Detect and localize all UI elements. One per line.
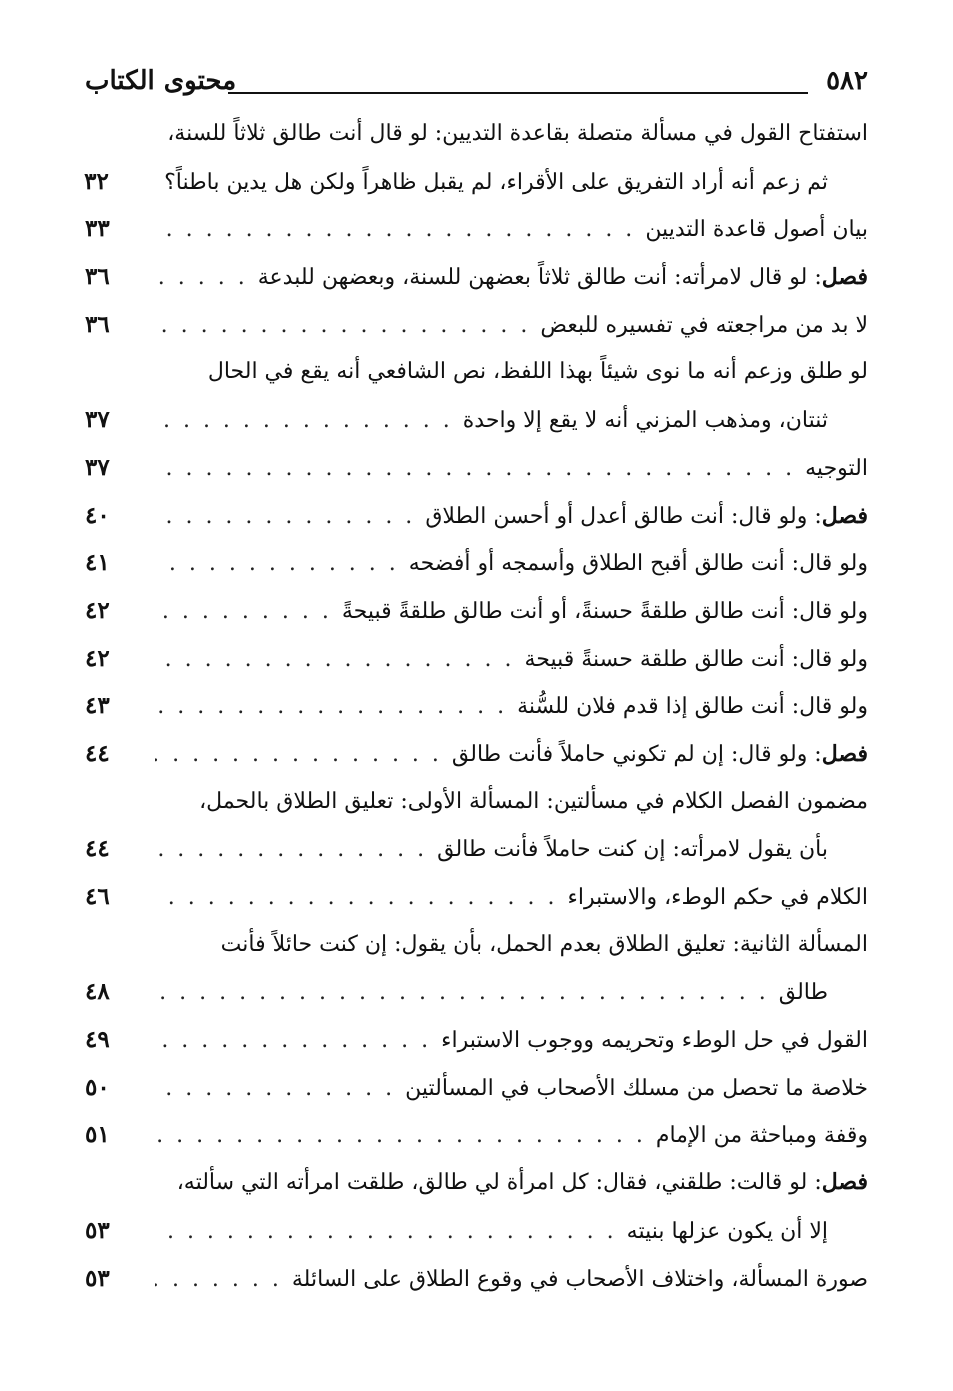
toc-entry (85, 539, 868, 587)
entry-text: ولو قال: أنت طالق أقبح الطلاق وأسمجه أو أفضحه (408, 551, 868, 577)
entry-text (177, 1159, 868, 1207)
toc-entry (85, 205, 868, 253)
toc-entry (85, 444, 868, 492)
dot-leader (155, 636, 514, 684)
dot-leader (155, 731, 442, 779)
entry-text (425, 493, 868, 541)
toc-entry (85, 778, 868, 826)
dot-leader (155, 493, 415, 541)
entry-text-body: : لو قال لامرأته: أنت طالق ثلاثاً بعضهن للسنة، وبعضهن للبدعة (257, 265, 822, 291)
dot-leader (155, 1017, 431, 1065)
entry-page-number: ٣٣ (85, 215, 110, 243)
entry-text: بأن يقول لامرأته: إن كنت حاملاً فأنت طالق (437, 837, 828, 863)
entry-text (452, 731, 868, 779)
dot-leader (155, 110, 157, 158)
dot-leader (155, 826, 427, 874)
toc-entry (85, 1255, 868, 1303)
toc-entry (85, 587, 868, 635)
entry-page-number: ٣٧ (85, 406, 110, 434)
entry-page-number: ٥١ (85, 1121, 110, 1149)
page-header (85, 62, 868, 98)
entry-text: إلا أن يكون عزلها بنيته (626, 1218, 828, 1244)
entry-text: ثم زعم أنه أراد التفريق على الأقراء، لم يقبل ظاهراً ولكن هل يدين باطناً؟ (164, 169, 828, 195)
entry-text: صورة المسألة، واختلاف الأصحاب في وقوع الطلاق على السائلة (291, 1266, 868, 1292)
entry-text: لا بد من مراجعته في تفسيره للبعض (540, 312, 868, 338)
toc-page (85, 62, 868, 1302)
entry-text: بيان أصول قاعدة التديين (645, 217, 868, 243)
entry-page-number: ٥٣ (85, 1216, 110, 1244)
entry-text-body: : لو قالت: طلقني، فقال: كل امرأة لي طالق، طلقت امرأته التي سألته، (176, 1170, 822, 1196)
dot-leader (155, 874, 558, 922)
toc-entry (85, 110, 868, 158)
toc-entry (85, 1064, 868, 1112)
dot-leader (155, 969, 769, 1017)
table-of-contents (85, 110, 868, 1302)
dot-leader (155, 206, 635, 254)
entry-page-number: ٥٠ (85, 1073, 110, 1101)
entry-page-number: ٤٨ (85, 978, 110, 1006)
dot-leader (155, 1208, 617, 1256)
entry-page-number: ٥٣ (85, 1264, 110, 1292)
toc-entry (85, 348, 868, 396)
entry-page-number: ٣٦ (85, 310, 110, 338)
entry-page-number: ٤٤ (85, 739, 110, 767)
dot-leader (155, 302, 530, 350)
toc-entry (85, 1207, 868, 1255)
toc-entry (85, 1111, 868, 1159)
dot-leader (155, 540, 399, 588)
entry-page-number: ٤٠ (85, 501, 110, 529)
entry-page-number: ٣٦ (85, 263, 110, 291)
toc-entry (85, 921, 868, 969)
entry-text: مضمون الفصل الكلام في مسألتين: المسألة الأولى: تعليق الطلاق بالحمل، (199, 788, 868, 814)
entry-text-body: : ولو قال: إن لم تكوني حاملاً فأنت طالق (451, 741, 822, 767)
section-label: فصل (821, 740, 868, 767)
toc-entry (85, 635, 868, 683)
toc-entry (85, 158, 868, 206)
entry-text: ثنتان، ومذهب المزني أنه لا يقع إلا واحدة (462, 408, 828, 434)
book-title: محتوى الكتاب (85, 66, 237, 96)
dot-leader (155, 254, 248, 302)
toc-entry (85, 730, 868, 778)
header-rule (228, 92, 808, 94)
dot-leader (155, 683, 507, 731)
entry-text: ولو قال: أنت طالق إذا قدم فلان للسُّنة (517, 694, 868, 720)
toc-entry (85, 873, 868, 921)
entry-page-number: ٤٤ (85, 835, 110, 863)
entry-text-body: : ولو قال: أنت طالق أعدل أو أحسن الطلاق (425, 503, 822, 529)
entry-text: ولو قال: أنت طالق طلقةً حسنةً، أو أنت طالق طلقةً قبيحةً (341, 598, 868, 624)
entry-page-number: ٤٢ (85, 644, 110, 672)
section-label: فصل (821, 502, 868, 529)
entry-page-number: ٤١ (85, 549, 110, 577)
entry-text: المسألة الثانية: تعليق الطلاق بعدم الحمل، بأن يقول: إن كنت حائلاً فأنت (220, 931, 868, 957)
toc-entry (85, 825, 868, 873)
toc-entry (85, 253, 868, 301)
entry-text: خلاصة ما تحصل من مسلك الأصحاب في المسألتين (405, 1075, 868, 1101)
entry-page-number: ٤٣ (85, 692, 110, 720)
entry-text: التوجيه (805, 455, 868, 481)
toc-entry (85, 301, 868, 349)
dot-leader (155, 445, 795, 493)
entry-page-number: ٣٢ (84, 167, 109, 195)
dot-leader (155, 397, 453, 445)
section-label: فصل (821, 264, 868, 291)
entry-page-number: ٤٩ (85, 1026, 110, 1054)
toc-entry (85, 492, 868, 540)
dot-leader (155, 1256, 282, 1304)
entry-text: الكلام في حكم الوطء، والاستبراء (567, 885, 868, 910)
page-number: ٥٨٢ (826, 66, 868, 96)
entry-text: لو طلق وزعم أنه ما نوى شيئاً بهذا اللفظ، نص الشافعي أنه يقع في الحال (207, 359, 868, 385)
entry-page-number: ٤٢ (85, 596, 110, 624)
entry-text: القول في حل الوطء وتحريمه ووجوب الاستبراء (441, 1028, 868, 1054)
section-label: فصل (821, 1169, 868, 1196)
entry-text: وقفة ومباحثة من الإمام (655, 1123, 868, 1149)
entry-text (258, 254, 868, 302)
entry-text: طالق (778, 980, 828, 1006)
entry-text: استفتاح القول في مسألة متصلة بقاعدة التديين: لو قال أنت طالق ثلاثاً للسنة، (167, 121, 868, 146)
toc-entry (85, 1016, 868, 1064)
toc-entry (85, 968, 868, 1016)
toc-entry (85, 682, 868, 730)
toc-entry (85, 1159, 868, 1207)
entry-page-number: ٣٧ (85, 453, 110, 481)
dot-leader (155, 588, 332, 636)
toc-entry (85, 396, 868, 444)
dot-leader (155, 1065, 395, 1113)
dot-leader (155, 1112, 646, 1160)
entry-text: ولو قال: أنت طالق طلقة حسنةً قبيحة (524, 646, 868, 672)
entry-page-number: ٤٦ (85, 883, 110, 910)
